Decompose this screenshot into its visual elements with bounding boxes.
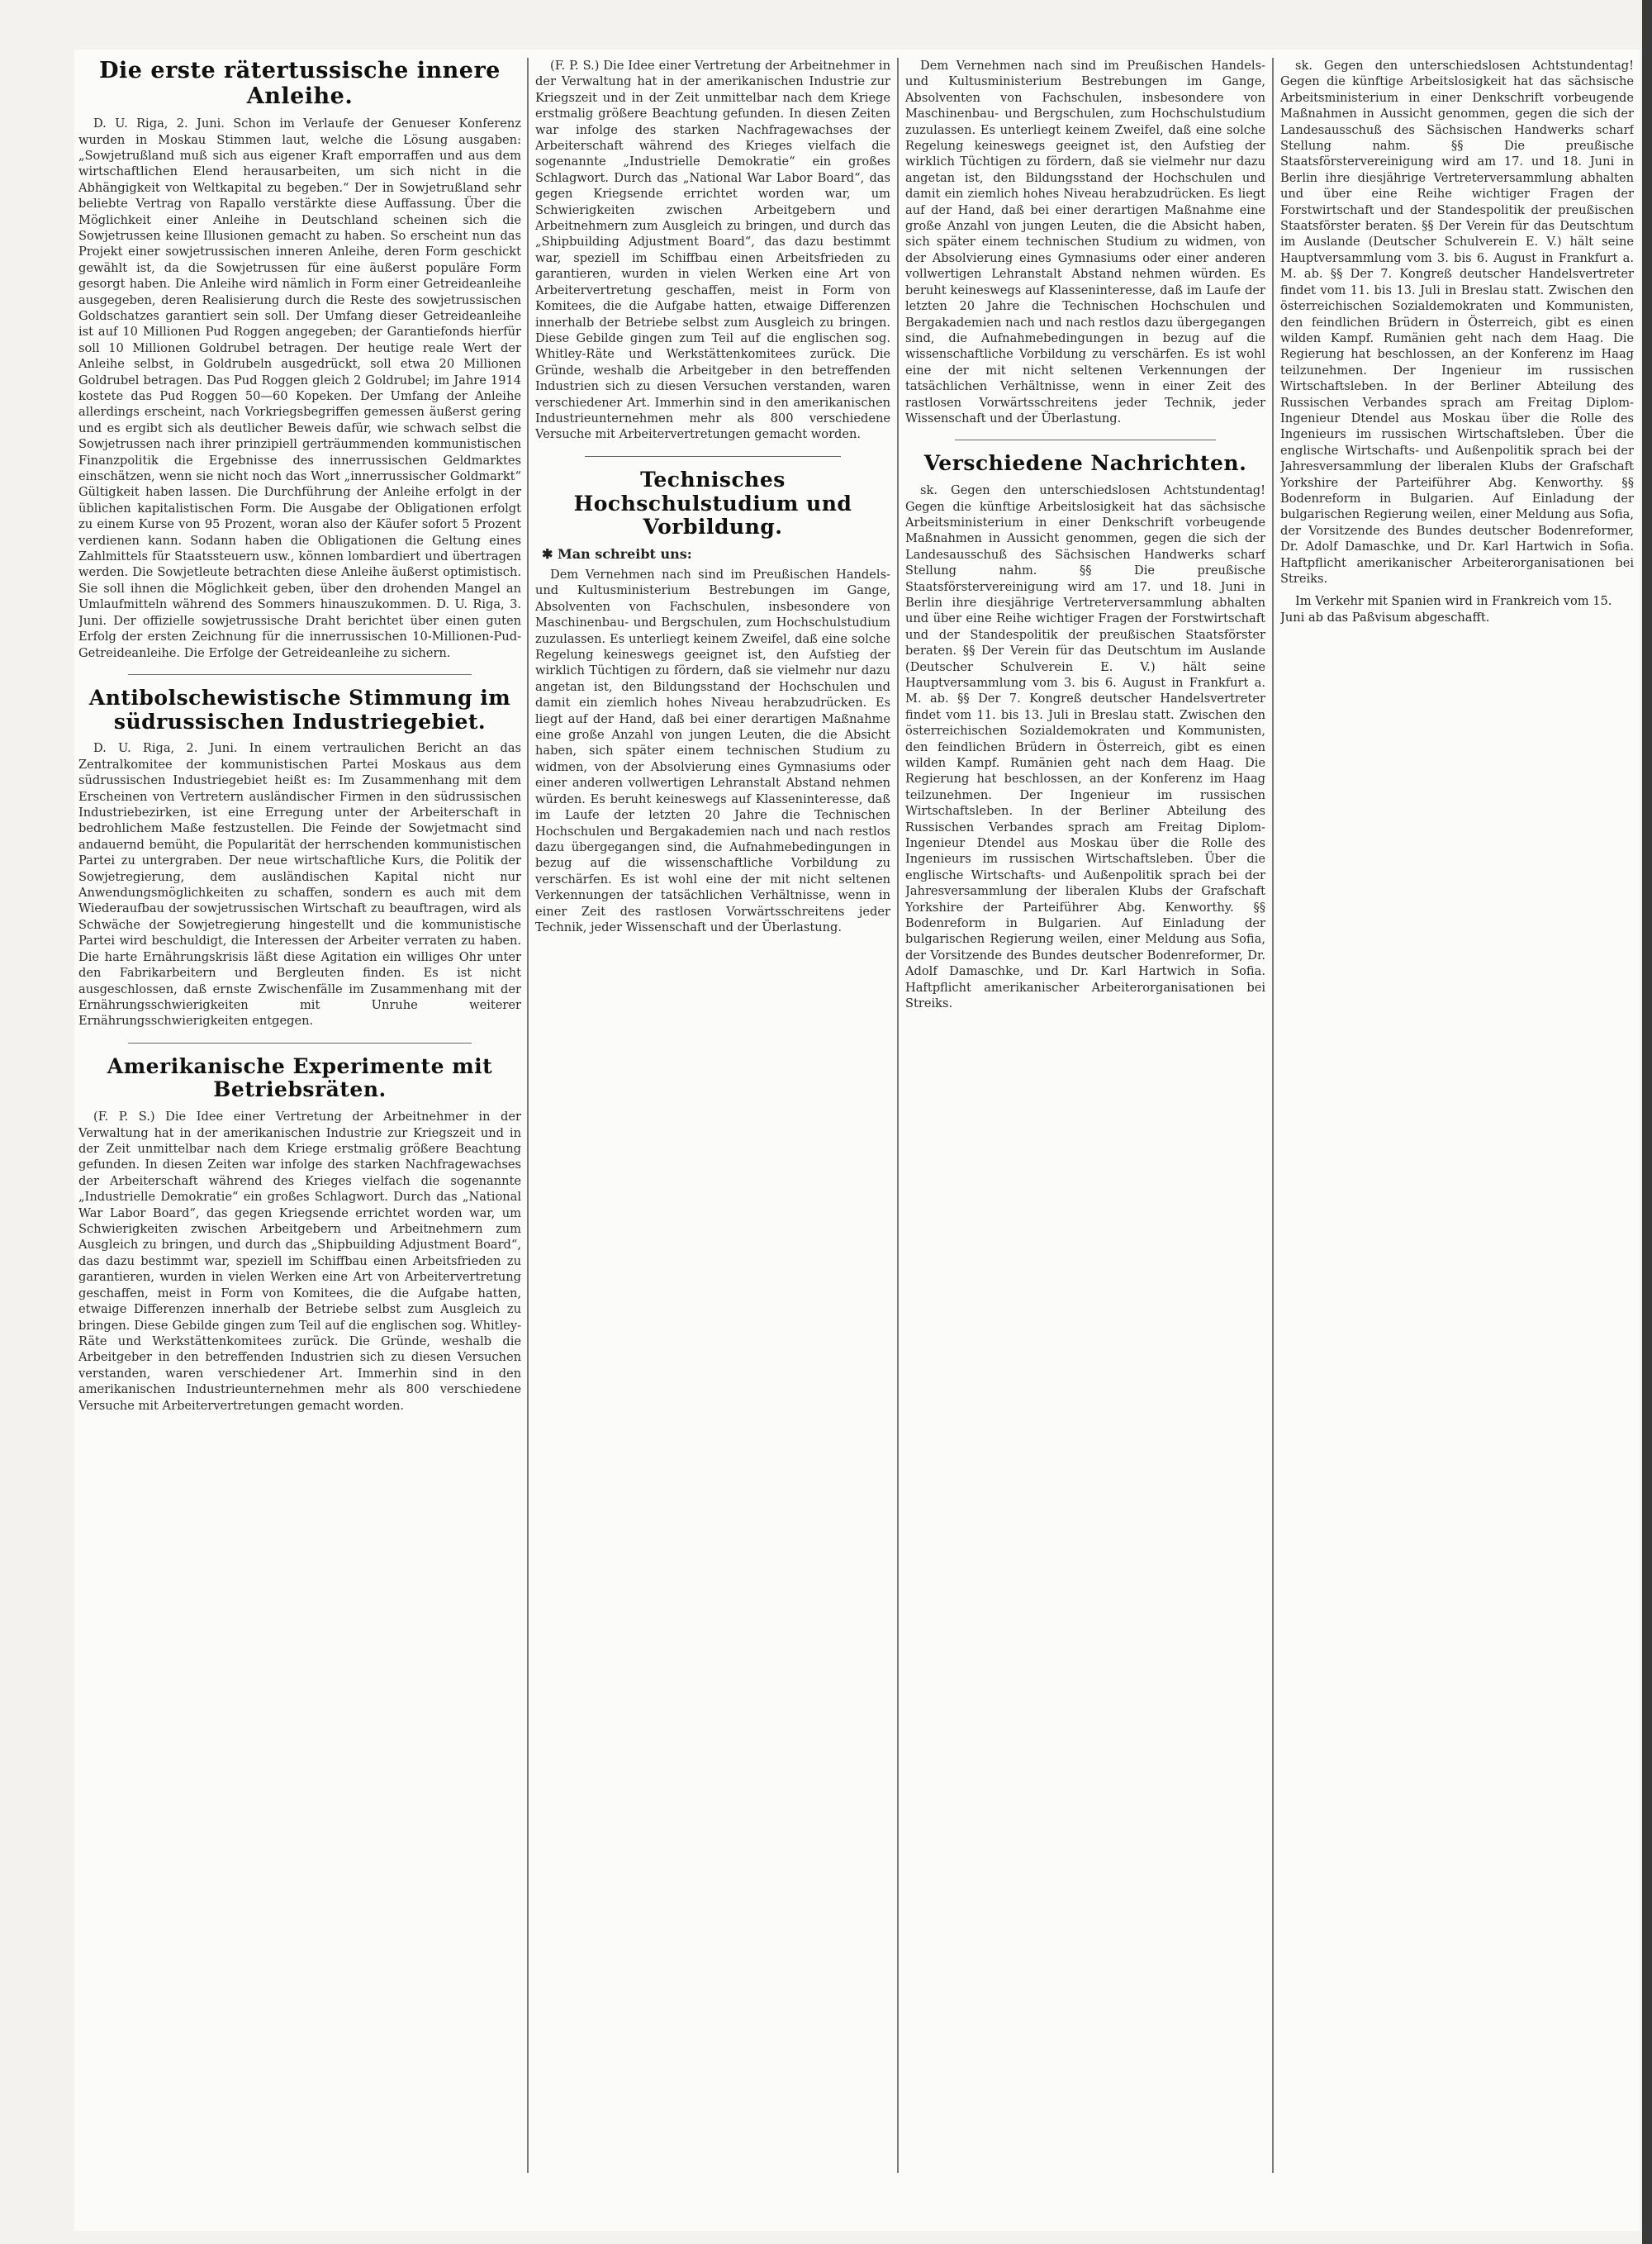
article-byline: ✱ Man schreibt uns: (542, 546, 692, 562)
article-body: D. U. Riga, 2. Juni. Schon im Verlaufe der Genueser Konferenz wurden in Moskau Stimmen laut, welche die Lösung ausgaben: „Sowjetrußland muß sich aus eigener Kraft emporraffen und aus dem wirtschaftlichen Elend herausarbeiten, um sich nicht in die Abhängigkeit von Weltkapital zu begeben.“ Der in Sowjetrußland sehr beliebte Vertrag von Rapallo verstärkte diese Auffassung. Über die Möglichkeit einer Anleihe in Deutschland scheinen sich die Sowjetrussen keine Illusionen gemacht zu haben. So erscheint nun das Projekt einer sowjetrussischen inneren Anleihe, deren Form geschickt gewählt ist, da die Sowjetrussen für eine äußerst populäre Form gesorgt haben. Die Anleihe wird nämlich in Form einer Getreideanleihe ausgegeben, deren Realisierung durch die Reste des sowjetrussischen Goldschatzes garantiert sein soll. Der Umfang dieser Getreideanleihe ist auf 10 Millionen Pud Roggen angegeben; der Garantiefonds hierfür soll 10 Millionen Goldrubel betragen. Der heutige reale Wert der Anleihe selbst, in Goldrubeln ausgedrückt, soll etwa 20 Millionen Goldrubel betragen. Das Pud Roggen gleich 2 Goldrubel; im Jahre 1914 kostete das Pud Roggen 50—60 Kopeken. Der Umfang der Anleihe allerdings erscheint, nach Vorkriegsbegriffen gemessen äußerst gering und es ergibt sich als deutlicher Beweis dafür, wie schwach selbst die Sowjetrussen nach ihrer prinzipiell gerträummenden kommunistischen Finanzpolitik die Ergebnisse des innerrussischen Geldmarktes einschätzen, wenn sie nicht noch das Wort „innerrussischer Goldmarkt“ Gültigkeit haben lassen. Die Durchführung der Anleihe erfolgt in der üblichen kapitalistischen Form. Die Ausgabe der Obligationen erfolgt zu einem Kurse von 95 Prozent, woran also der Käufer sofort 5 Prozent verdienen kann. Sodann haben die Obligationen die Geltung eines Zahlmittels für Staatssteuern usw., können lombardiert und übertragen werden. Die Sowjetleute betrachten diese Anleihe äußerst optimistisch. Sie soll ihnen die Möglichkeit geben, über den drohenden Mangel an Umlaufmitteln während des Sommers hinauszukommen. D. U. Riga, 3. Juni. Der offizielle sowjetrussische Draht berichtet über einen guten Erfolg der ersten Zeichnung für die innerrussischen 10-Millionen-Pud-Getreideanleihe. Die Erfolge der Getreideanleihe zu sichern. (78, 116, 521, 660)
divider (585, 456, 841, 457)
column-4 (1280, 58, 1634, 2173)
column-rule-1 (527, 58, 529, 2173)
article-body: Dem Vernehmen nach sind im Preußischen Handels- und Kultusministerium Bestrebungen im Gange, Absolventen von Fachschulen, insbesondere von Maschinenbau- und Bergschulen, zum Hochschulstudium zuzulassen. Es unterliegt keinem Zweifel, daß eine solche Regelung keineswegs geeignet ist, den Aufstieg der wirklich Tüchtigen zu fördern, daß sie vielmehr nur dazu angetan ist, den Bildungsstand der Hochschulen und damit ein ziemlich hohes Niveau herabzudrücken. Es liegt auf der Hand, daß bei einer derartigen Maßnahme eine große Anzahl von jungen Leuten, die die Absicht haben, sich später einem technischen Studium zu widmen, von der Absolvierung eines Gymnasiums oder einer anderen vollwertigen Lehranstalt Abstand nehmen würden. Es beruht keineswegs auf Klasseninteresse, daß im Laufe der letzten 20 Jahre die Technischen Hochschulen und Bergakademien nach und nach restlos dazu übergegangen sind, die Aufnahmebedingungen in bezug auf die wissenschaftliche Vorbildung zu verschärfen. Es ist wohl eine der mit nicht seltenen Verkennungen der tatsächlichen Verhältnisse, wenn in einer Zeit des rastlosen Vorwärtsschreitens jeder Technik, jeder Wissenschaft und der Überlastung. (535, 568, 890, 934)
final-note: Im Verkehr mit Spanien wird in Frankreich vom 15. Juni ab das Paßvisum abgeschafft. (1280, 594, 1612, 625)
article-continuation: sk. Gegen den unterschiedslosen Achtstundentag! Gegen die künftige Arbeitslosigkeit hat das sächsische Arbeitsministerium in einer Denkschrift vorbeugende Maßnahmen in Aussicht genommen, gegen die sich der Landesausschuß des Sächsischen Handwerks scharf Stellung nahm. §§ Die preußische Staatsförstervereinigung wird am 17. und 18. Juni in Berlin ihre diesjährige Vertreterversammlung abhalten und über eine Reihe wichtiger Fragen der Forstwirtschaft und der Standespolitik der preußischen Staatsförster beraten. §§ Der Verein für das Deutschtum im Auslande (Deutscher Schulverein E. V.) hält seine Hauptversammlung vom 3. bis 6. August in Frankfurt a. M. ab. §§ Der 7. Kongreß deutscher Handelsvertreter findet vom 11. bis 13. Juli in Breslau statt. Zwischen den österreichischen Sozialdemokraten und Kommunisten, den feindlichen Brüdern in Österreich, gibt es einen wilden Kampf. Rumänien geht nach dem Haag. Die Regierung hat beschlossen, an der Konferenz im Haag teilzunehmen. Der Ingenieur im russischen Wirtschaftsleben. In der Berliner Abteilung des Russischen Verbandes sprach am Freitag Diplom-Ingenieur Dtendel aus Moskau über die Rolle des Ingenieurs im russischen Wirtschaftsleben. Über die englische Wirtschafts- und Außenpolitik sprach bei der Jahresversammlung der liberalen Klubs der Grafschaft Yorkshire der Parteiführer Abg. Kenworthy. §§ Bodenreform in Bulgarien. Auf Einladung der bulgarischen Regierung weilen, einer Meldung aus Sofia, der Vorsitzende des Bundes deutscher Bodenreformer, Dr. Adolf Damaschke, und Dr. Karl Hartwich in Sofia. Haftpflicht amerikanischer Arbeiterorganisationen bei Streiks. (1280, 59, 1634, 586)
article-body: sk. Gegen den unterschiedslosen Achtstundentag! Gegen die künftige Arbeitslosigkeit hat das sächsische Arbeitsministerium in einer Denkschrift vorbeugende Maßnahmen in Aussicht genommen, gegen die sich der Landesausschuß des Sächsischen Handwerks scharf Stellung nahm. §§ Die preußische Staatsförstervereinigung wird am 17. und 18. Juni in Berlin ihre diesjährige Vertreterversammlung abhalten und über eine Reihe wichtiger Fragen der Forstwirtschaft und der Standespolitik der preußischen Staatsförster beraten. §§ Der Verein für das Deutschtum im Auslande (Deutscher Schulverein E. V.) hält seine Hauptversammlung vom 3. bis 6. August in Frankfurt a. M. ab. §§ Der 7. Kongreß deutscher Handelsvertreter findet vom 11. bis 13. Juli in Breslau statt. Zwischen den österreichischen Sozialdemokraten und Kommunisten, den feindlichen Brüdern in Österreich, gibt es einen wilden Kampf. Rumänien geht nach dem Haag. Die Regierung hat beschlossen, an der Konferenz im Haag teilzunehmen. Der Ingenieur im russischen Wirtschaftsleben. In der Berliner Abteilung des Russischen Verbandes sprach am Freitag Diplom-Ingenieur Dtendel aus Moskau über die Rolle des Ingenieurs im russischen Wirtschaftsleben. Über die englische Wirtschafts- und Außenpolitik sprach bei der Jahresversammlung der liberalen Klubs der Grafschaft Yorkshire der Parteiführer Abg. Kenworthy. §§ Bodenreform in Bulgarien. Auf Einladung der bulgarischen Regierung weilen, einer Meldung aus Sofia, der Vorsitzende des Bundes deutscher Bodenreformer, Dr. Adolf Damaschke, und Dr. Karl Hartwich in Sofia. Haftpflicht amerikanischer Arbeiterorganisationen bei Streiks. (905, 483, 1265, 1011)
article-continuation: Dem Vernehmen nach sind im Preußischen Handels- und Kultusministerium Bestrebungen im Gange, Absolventen von Fachschulen, insbesondere von Maschinenbau- und Bergschulen, zum Hochschulstudium zuzulassen. Es unterliegt keinem Zweifel, daß eine solche Regelung keineswegs geeignet ist, den Aufstieg der wirklich Tüchtigen zu fördern, daß sie vielmehr nur dazu angetan ist, den Bildungsstand der Hochschulen und damit ein ziemlich hohes Niveau herabzudrücken. Es liegt auf der Hand, daß bei einer derartigen Maßnahme eine große Anzahl von jungen Leuten, die die Absicht haben, sich später einem technischen Studium zu widmen, von der Absolvierung eines Gymnasiums oder einer anderen vollwertigen Lehranstalt Abstand nehmen würden. Es beruht keineswegs auf Klasseninteresse, daß im Laufe der letzten 20 Jahre die Technischen Hochschulen und Bergakademien nach und nach restlos dazu übergegangen sind, die Aufnahmebedingungen in bezug auf die wissenschaftliche Vorbildung zu verschärfen. Es ist wohl eine der mit nicht seltenen Verkennungen der tatsächlichen Verhältnisse, wenn in einer Zeit des rastlosen Vorwärtsschreitens jeder Technik, jeder Wissenschaft und der Überlastung. (905, 59, 1265, 426)
column-3 (905, 58, 1265, 2173)
article-continuation: (F. P. S.) Die Idee einer Vertretung der Arbeitnehmer in der Verwaltung hat in der amerikanischen Industrie zur Kriegszeit und in der Zeit unmittelbar nach dem Kriege erstmalig größere Beachtung gefunden. In diesen Zeiten war infolge des starken Nachfragewachses der Arbeiterschaft während des Krieges vielfach die sogenannte „Industrielle Demokratie“ ein großes Schlagwort. Durch das „National War Labor Board“, das gegen Kriegsende errichtet worden war, um Schwierigkeiten zwischen Arbeitgebern und Arbeitnehmern zum Ausgleich zu bringen, und durch das „Shipbuilding Adjustment Board“, das dazu bestimmt war, speziell im Schiffbau einen Arbeitsfrieden zu garantieren, wurden in vielen Werken eine Art von Arbeitervertretung geschaffen, meist in Form von Komitees, die die Aufgabe hatten, etwaige Differenzen innerhalb der Betriebe selbst zum Ausgleich zu bringen. Diese Gebilde gingen zum Teil auf die englischen sog. Whitley-Räte und Werkstättenkomitees zurück. Die Gründe, weshalb die Arbeitgeber in den betreffenden Industrien sich zu diesen Versuchen verstanden, waren verschiedener Art. Immerhin sind in den amerikanischen Industrieunternehmen mehr als 800 verschiedene Versuche mit Arbeitervertretungen gemacht worden. (535, 59, 890, 442)
scan-edge (1642, 0, 1652, 2244)
column-1 (78, 58, 521, 2173)
article-title: Antibolschewistische Stimmung im südrussischen Industriegebiet. (88, 685, 511, 734)
article-title: Verschiedene Nachrichten. (923, 451, 1247, 476)
article-body: D. U. Riga, 2. Juni. In einem vertraulichen Bericht an das Zentralkomitee der kommunistischen Partei Moskaus aus dem südrussischen Industriegebiet heißt es: Im Zusammenhang mit dem Erscheinen von Vertretern ausländischer Firmen in den südrussischen Industriebezirken, ist eine Erregung unter der Arbeiterschaft in bedrohlichem Maße festzustellen. Die Feinde der Sowjetmacht sind andauernd bemüht, die Popularität der herrschenden kommunistischen Partei zu untergraben. Der neue wirtschaftliche Kurs, die Politik der Sowjetregierung, dem ausländischen Kapital nicht nur Anwendungsmöglichkeiten zu schaffen, sondern es auch mit dem Wiederaufbau der sowjetrussischen Wirtschaft zu beauftragen, wird als Schwäche der Sowjetregierung hingestellt und die kommunistische Partei wird beschuldigt, die Interessen der Arbeiter verraten zu haben. Die harte Ernährungskrisis läßt diese Agitation ein williges Ohr unter den Fabrikarbeitern und Bergleuten finden. Es ist nicht ausgeschlossen, daß ernste Zwischenfälle im Zusammenhang mit der Ernährungsschwierigkeiten mit Unruhe weiterer Ernährungsschwierigkeiten entgegen. (78, 741, 521, 1029)
column-rule-3 (1272, 58, 1274, 2173)
column-rule-2 (897, 58, 899, 2173)
divider (128, 1043, 472, 1044)
article-title: Die erste rätertussische innere Anleihe. (99, 58, 501, 110)
article-body: (F. P. S.) Die Idee einer Vertretung der Arbeitnehmer in der Verwaltung hat in der amerikanischen Industrie zur Kriegszeit und in der Zeit unmittelbar nach dem Kriege erstmalig größere Beachtung gefunden. In diesen Zeiten war infolge des starken Nachfragewachses der Arbeiterschaft während des Krieges vielfach die sogenannte „Industrielle Demokratie“ ein großes Schlagwort. Durch das „National War Labor Board“, das gegen Kriegsende errichtet worden war, um Schwierigkeiten zwischen Arbeitgebern und Arbeitnehmern zum Ausgleich zu bringen, und durch das „Shipbuilding Adjustment Board“, das dazu bestimmt war, speziell im Schiffbau einen Arbeitsfrieden zu garantieren, wurden in vielen Werken eine Art von Arbeitervertretung geschaffen, meist in Form von Komitees, die die Aufgabe hatten, etwaige Differenzen innerhalb der Betriebe selbst zum Ausgleich zu bringen. Diese Gebilde gingen zum Teil auf die englischen sog. Whitley-Räte und Werkstättenkomitees zurück. Die Gründe, weshalb die Arbeitgeber in den betreffenden Industrien sich zu diesen Versuchen verstanden, waren verschiedener Art. Immerhin sind in den amerikanischen Industrieunternehmen mehr als 800 verschiedene Versuche mit Arbeitervertretungen gemacht worden. (78, 1110, 521, 1413)
article-title: Technisches Hochschulstudium und Vorbildung. (573, 467, 852, 540)
column-2 (535, 58, 890, 2173)
article-title: Amerikanische Experimente mit Betriebsräten. (107, 1053, 493, 1102)
divider (128, 674, 472, 675)
